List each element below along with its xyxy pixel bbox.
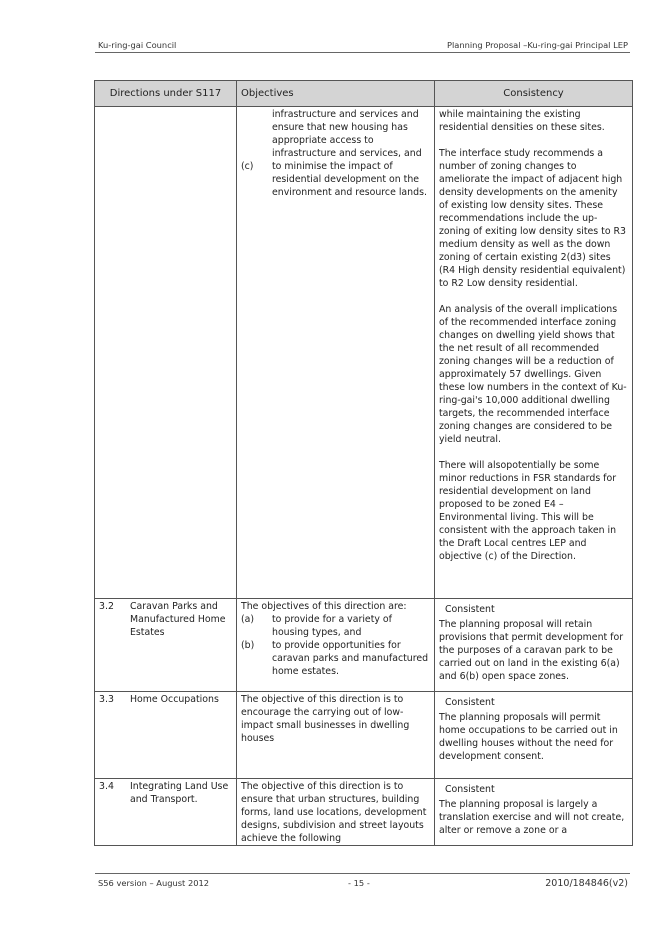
table-row [95,779,633,846]
direction-number: 3.2 [99,601,114,612]
footer-version: S56 version – August 2012 [98,878,210,888]
objectives-cell [237,692,435,779]
direction-name: Integrating Land Use and Transport. [130,781,229,805]
objective-label: (c) [241,161,254,172]
direction-name: Caravan Parks and Manufactured Home Estates [130,601,226,638]
table-row [95,692,633,779]
objective-continuation: infrastructure and services and ensure that new housing has appropriate access to infrastructure and services, and [272,109,422,159]
consistency-paragraph: There will alsopotentially be some minor reductions in FSR standards for residential development on land proposed to be zoned E4 – Environmental living. This will be consistent with the approach taken in the Draft Local centres LEP and objective (c) of the Direction. [439,460,617,562]
objective-item [241,639,430,678]
objective-item [241,160,430,199]
objective-text: to provide for a variety of housing types, and [272,614,392,638]
objective-text: to provide opportunities for caravan parks and manufactured home estates. [272,640,429,677]
consistency-status: Consistent [445,604,495,615]
consistency-cell [435,599,633,692]
consistency-status: Consistent [445,784,495,795]
document-reference: 2010/184846(v2) [545,878,628,889]
consistency-cell [435,107,633,599]
direction-cell-empty [95,107,237,599]
table-header-row [95,81,633,107]
objective-label: (a) [241,614,255,625]
consistency-text: The planning proposal will retain provisions that permit development for the purposes of a caravan park to be carried out on land in the existing 6(a) and 6(b) open space zones. [439,619,624,682]
table-row [95,599,633,692]
consistency-paragraph: while maintaining the existing residential densities on these sites. [439,109,605,133]
direction-number: 3.3 [99,694,114,705]
header-objectives: Objectives [237,81,435,107]
header-consistency: Consistency [435,81,633,107]
page-footer [98,878,628,892]
table-row [95,107,633,599]
header-divider [95,52,630,53]
consistency-paragraph: An analysis of the overall implications of the recommended interface zoning changes on dwelling yield shows that the net result of all recommended zoning changes will be a reduction of approximately 57 dwellings. Given these low numbers in the context of Ku-ring-gai's 10,000 additional dwelling targets, the recommended interface zoning changes are considered to be yield neutral. [439,304,627,445]
objective-intro: The objectives of this direction are: [241,601,407,612]
page-number: - 15 - [348,878,370,888]
footer-divider [95,873,630,874]
objectives-cell [237,599,435,692]
header-council: Ku-ring-gai Council [98,40,177,50]
direction-number: 3.4 [99,781,114,792]
header-directions: Directions under S117 [95,81,237,107]
objective-item [241,613,430,639]
consistency-status: Consistent [445,697,495,708]
direction-cell [95,692,237,779]
objectives-cell [237,779,435,846]
s117-directions-table [94,80,633,846]
consistency-paragraph: The interface study recommends a number of zoning changes to ameliorate the impact of adjacent high density developments on the amenity of existing low density sites. These recommendations include the up-zoning of exiting low density sites to R3 medium density as well as the down zoning of certain existing 2(d3) sites (R4 High density residential equivalent) to R2 Low density residential. [439,148,627,289]
direction-name: Home Occupations [130,694,219,705]
objective-intro: The objective of this direction is to encourage the carrying out of low-impact small businesses in dwelling houses [241,694,410,744]
consistency-cell [435,692,633,779]
objective-intro: The objective of this direction is to ensure that urban structures, building forms, land use locations, development designs, subdivision and street layouts achieve the following [241,781,427,844]
consistency-cell [435,779,633,846]
objectives-cell [237,107,435,599]
direction-cell [95,779,237,846]
header-document-title: Planning Proposal –Ku-ring-gai Principal LEP [446,40,628,50]
consistency-text: The planning proposals will permit home occupations to be carried out in dwelling houses without the need for development consent. [439,712,618,762]
consistency-text: The planning proposal is largely a translation exercise and will not create, alter or remove a zone or a [439,799,625,836]
objective-label: (b) [241,640,255,651]
objective-text: to minimise the impact of residential development on the environment and resource lands. [272,161,427,198]
direction-cell [95,599,237,692]
